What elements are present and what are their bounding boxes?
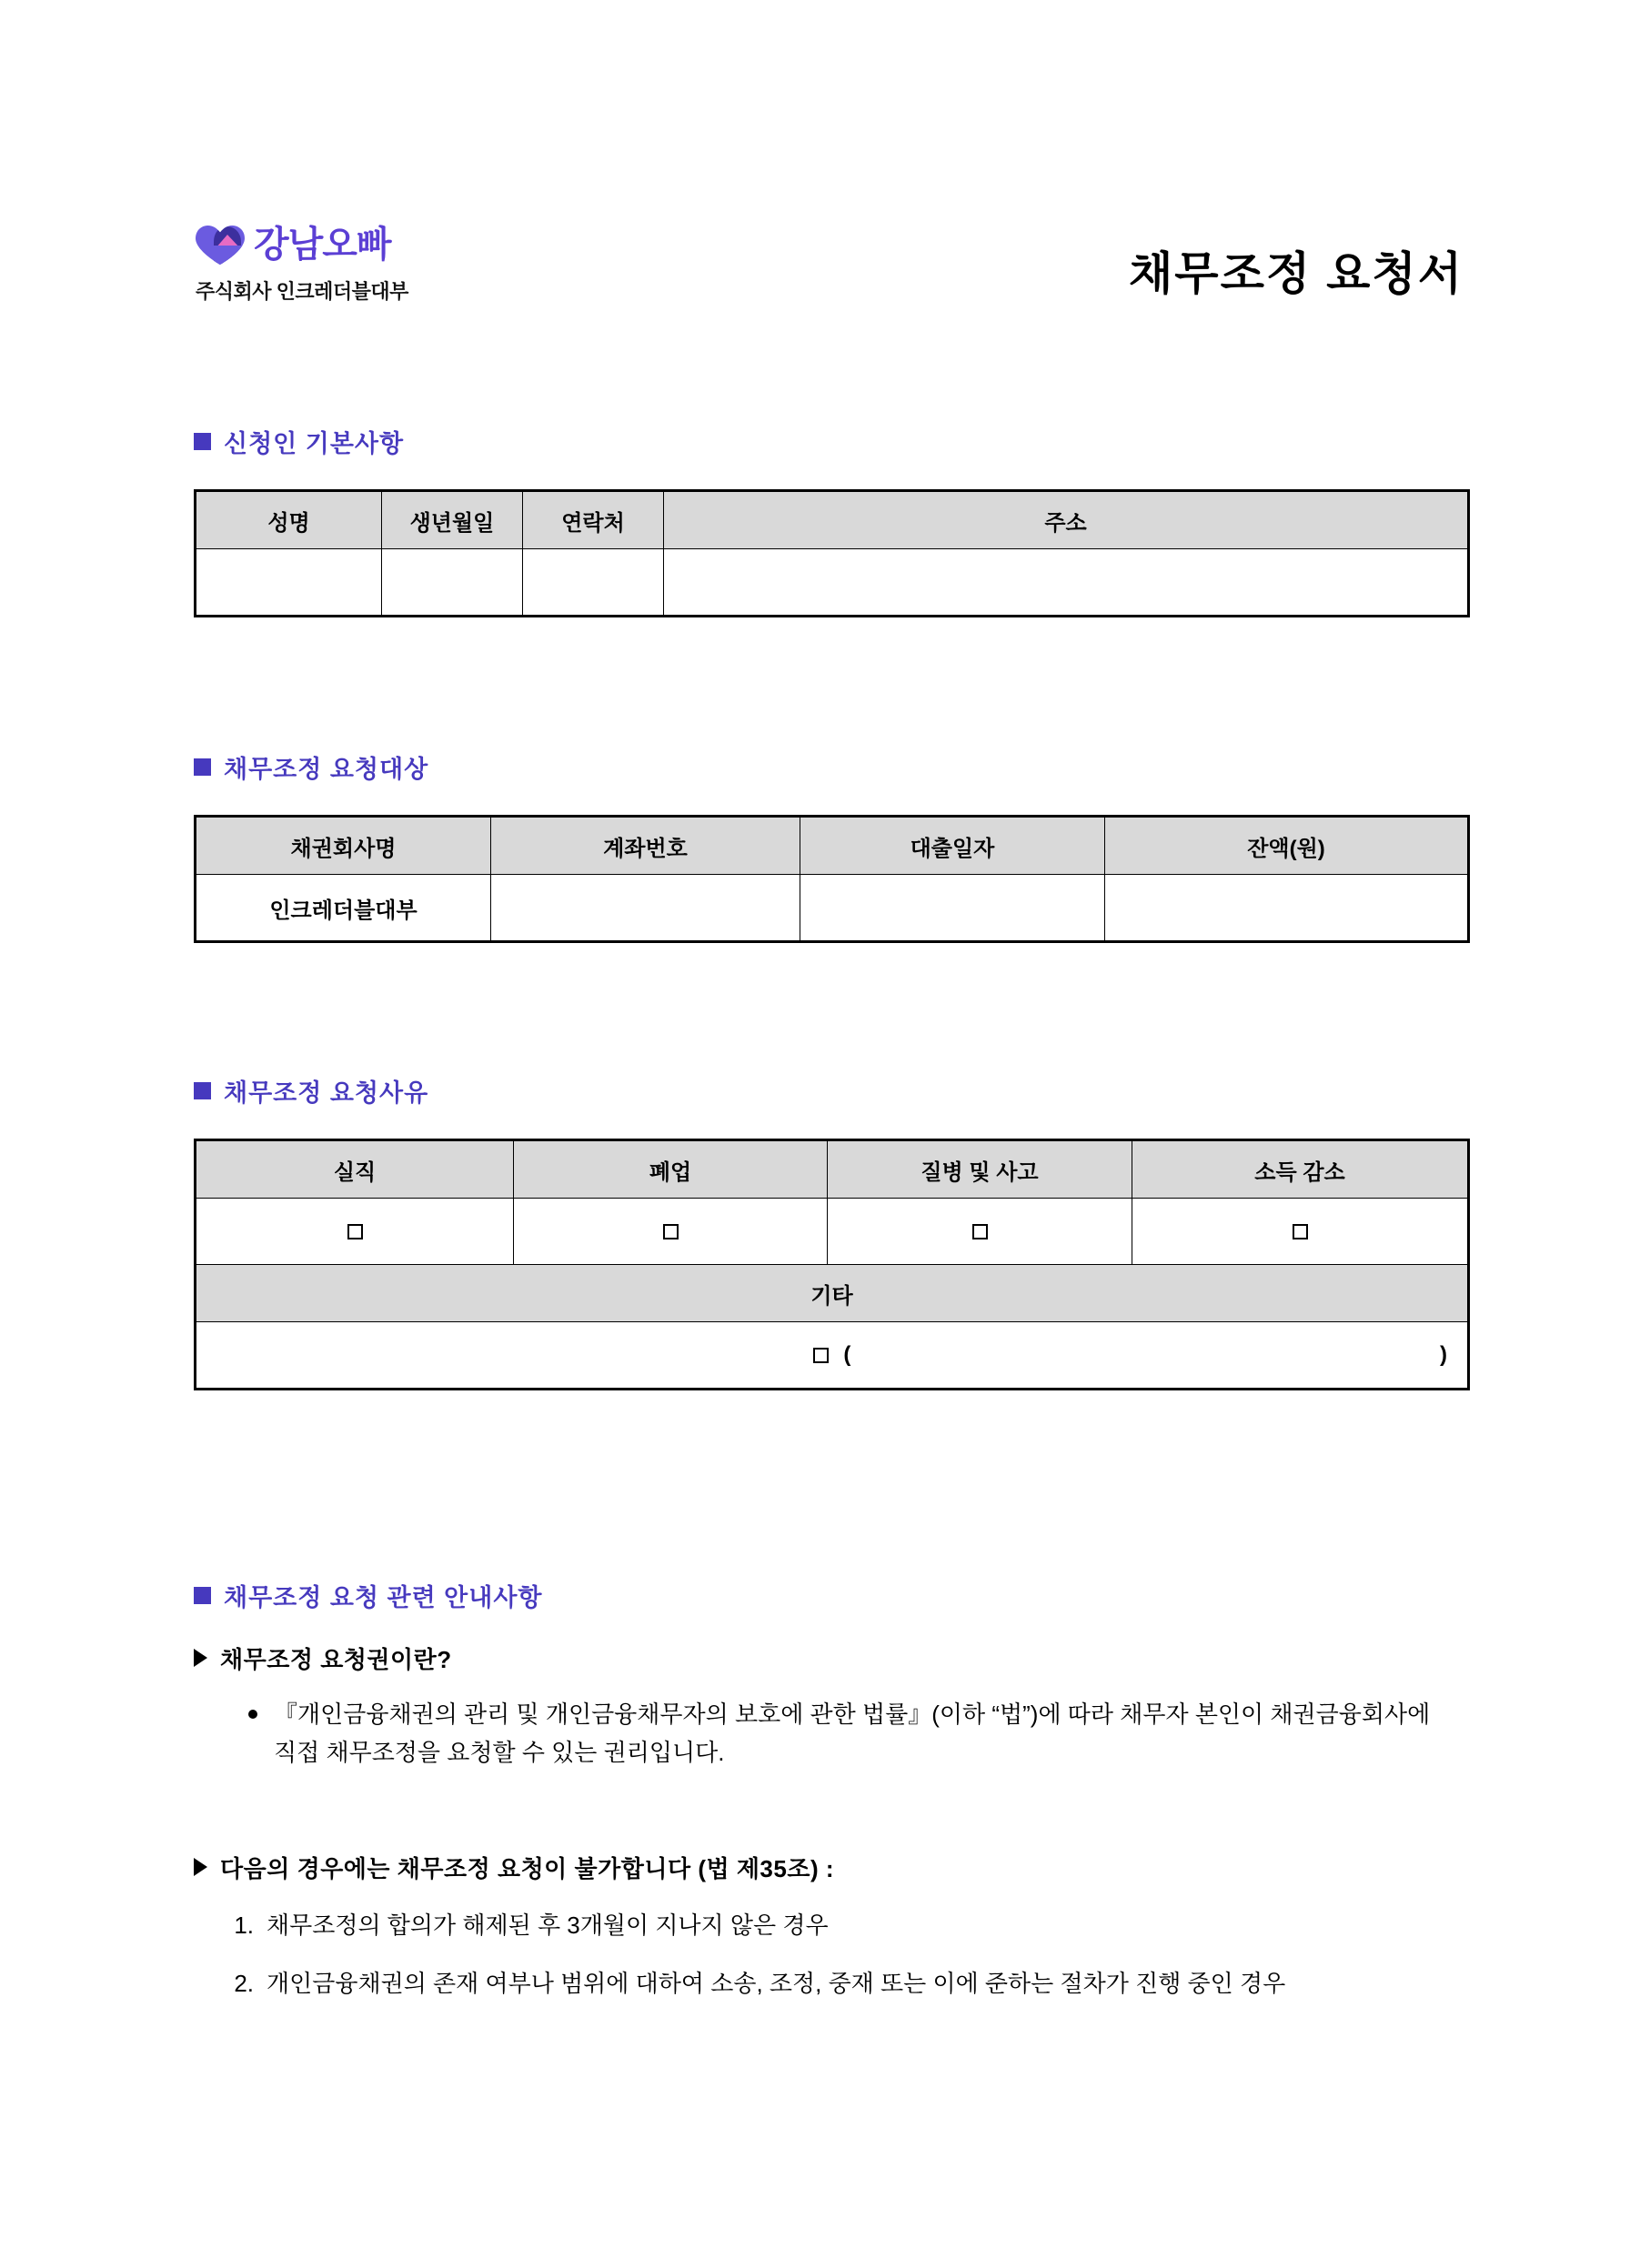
company-branding bbox=[194, 221, 576, 305]
checkbox-cell-business-closure[interactable] bbox=[514, 1199, 828, 1265]
column-header-contact: 연락처 bbox=[523, 491, 664, 549]
column-header-income-decrease: 소득 감소 bbox=[1132, 1140, 1469, 1199]
field-name[interactable] bbox=[196, 549, 382, 617]
column-header-creditor: 채권회사명 bbox=[196, 817, 491, 875]
field-account-number[interactable] bbox=[491, 875, 800, 942]
triangle-bullet-icon bbox=[194, 1858, 207, 1876]
target-table bbox=[194, 815, 1470, 943]
brand-row bbox=[194, 221, 576, 268]
other-close-paren: ) bbox=[1440, 1342, 1447, 1367]
guidance-bullet-1 bbox=[194, 1695, 1467, 1771]
triangle-bullet-icon bbox=[194, 1649, 207, 1667]
section-heading-reason bbox=[194, 1073, 428, 1109]
guidance-numbered-1-text: 채무조정의 합의가 해제된 후 3개월이 지나지 않은 경우 bbox=[267, 1912, 829, 1939]
table-header-row bbox=[196, 817, 1469, 875]
guidance-heading-2 bbox=[194, 1851, 1467, 1884]
field-creditor[interactable]: 인크레더블대부 bbox=[196, 875, 491, 942]
column-header-unemployment: 실직 bbox=[196, 1140, 514, 1199]
field-loan-date[interactable] bbox=[800, 875, 1105, 942]
column-header-illness-accident: 질병 및 사고 bbox=[828, 1140, 1132, 1199]
guidance-numbered-item-2 bbox=[194, 1964, 1467, 2002]
table-header-row bbox=[196, 491, 1469, 549]
column-header-other: 기타 bbox=[196, 1265, 1469, 1322]
field-address[interactable] bbox=[664, 549, 1469, 617]
reason-table bbox=[194, 1139, 1470, 1390]
section-heading-applicant bbox=[194, 424, 404, 459]
page-title: 채무조정 요청서 bbox=[1129, 248, 1464, 299]
checkbox-other-icon[interactable] bbox=[813, 1348, 829, 1363]
column-header-address: 주소 bbox=[664, 491, 1469, 549]
dot-bullet-icon bbox=[248, 1710, 257, 1719]
section-heading-target-label: 채무조정 요청대상 bbox=[224, 756, 429, 783]
other-open-paren: ( bbox=[843, 1342, 851, 1367]
section-heading-target bbox=[194, 749, 428, 785]
document-header bbox=[194, 221, 1467, 321]
section-heading-guidance bbox=[194, 1578, 543, 1613]
field-balance[interactable] bbox=[1105, 875, 1469, 942]
guidance-numbered-2-text: 개인금융채권의 존재 여부나 범위에 대하여 소송, 조정, 중재 또는 이에 준하는 절차가 진행 중인 경우 bbox=[267, 1970, 1286, 1998]
square-bullet-icon bbox=[194, 758, 211, 776]
square-bullet-icon bbox=[194, 1082, 211, 1099]
section-heading-reason-label: 채무조정 요청사유 bbox=[224, 1079, 429, 1107]
checkbox-illness-accident-icon[interactable] bbox=[972, 1224, 988, 1239]
checkbox-income-decrease-icon[interactable] bbox=[1293, 1224, 1308, 1239]
heart-cloud-logo-icon bbox=[194, 224, 246, 266]
table-row bbox=[196, 549, 1469, 617]
field-other-reason[interactable] bbox=[196, 1322, 1469, 1390]
square-bullet-icon bbox=[194, 433, 211, 450]
guidance-heading-2-label: 다음의 경우에는 채무조정 요청이 불가합니다 (법 제35조) : bbox=[220, 1855, 835, 1882]
table-header-row bbox=[196, 1140, 1469, 1199]
checkbox-unemployment-icon[interactable] bbox=[347, 1224, 363, 1239]
other-reason-inner bbox=[196, 1342, 1467, 1368]
column-header-loan-date: 대출일자 bbox=[800, 817, 1105, 875]
column-header-name: 성명 bbox=[196, 491, 382, 549]
guidance-block-1 bbox=[194, 1641, 1467, 1771]
guidance-numbered-2-number: 2. bbox=[234, 1970, 254, 1998]
column-header-business-closure: 폐업 bbox=[514, 1140, 828, 1199]
guidance-bullet-1-text: 『개인금융채권의 관리 및 개인금융채무자의 보호에 관한 법률』(이하 “법”)에 따라 채무자 본인이 채권금융회사에 직접 채무조정을 요청할 수 있는 권리입니다. bbox=[274, 1701, 1431, 1767]
section-heading-guidance-label: 채무조정 요청 관련 안내사항 bbox=[224, 1584, 543, 1611]
section-heading-applicant-label: 신청인 기본사항 bbox=[224, 430, 405, 457]
column-header-balance: 잔액(원) bbox=[1105, 817, 1469, 875]
field-contact[interactable] bbox=[523, 549, 664, 617]
column-header-birthdate: 생년월일 bbox=[382, 491, 523, 549]
guidance-numbered-1-number: 1. bbox=[234, 1912, 254, 1939]
guidance-numbered-item-1 bbox=[194, 1906, 1467, 1944]
checkbox-cell-income-decrease[interactable] bbox=[1132, 1199, 1469, 1265]
column-header-account-number: 계좌번호 bbox=[491, 817, 800, 875]
checkbox-business-closure-icon[interactable] bbox=[663, 1224, 679, 1239]
square-bullet-icon bbox=[194, 1587, 211, 1604]
guidance-heading-1 bbox=[194, 1641, 1467, 1675]
checkbox-cell-illness-accident[interactable] bbox=[828, 1199, 1132, 1265]
checkbox-cell-unemployment[interactable] bbox=[196, 1199, 514, 1265]
other-input-row bbox=[196, 1322, 1469, 1390]
guidance-block-2 bbox=[194, 1851, 1467, 2002]
applicant-table bbox=[194, 489, 1470, 617]
checkbox-row bbox=[196, 1199, 1469, 1265]
table-row bbox=[196, 875, 1469, 942]
brand-name: 강남오빠 bbox=[254, 225, 391, 265]
field-birthdate[interactable] bbox=[382, 549, 523, 617]
brand-subtitle: 주식회사 인크레더블대부 bbox=[196, 280, 408, 303]
other-header-row bbox=[196, 1265, 1469, 1322]
guidance-heading-1-label: 채무조정 요청권이란? bbox=[220, 1646, 452, 1673]
